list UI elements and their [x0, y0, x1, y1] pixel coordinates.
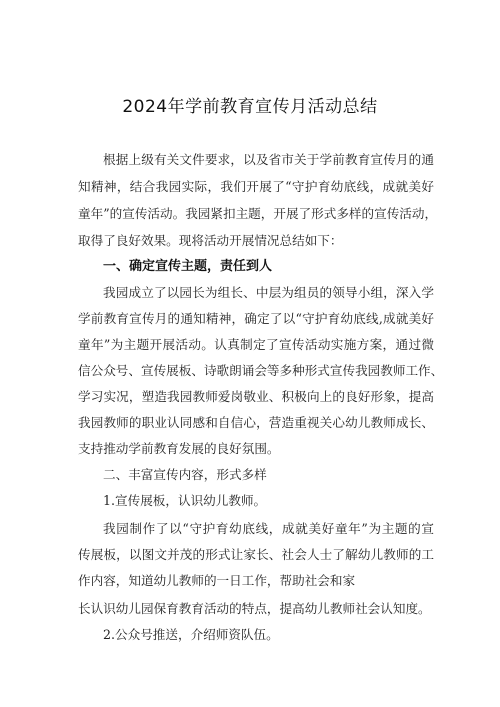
paragraph-line: 长认识幼儿园保育教育活动的特点，提高幼儿教师社会认知度。 — [78, 601, 431, 616]
paragraph-line: 童年”为主题开展活动。认真制定了宣传活动实施方案，通过微 — [78, 337, 434, 352]
paragraph-line: 知精神，结合我园实际，我们开展了“守护育幼底线，成就美好 — [78, 179, 434, 194]
paragraph-line: 作内容，知道幼儿教师的一日工作，帮助社会和家 — [78, 573, 356, 588]
paragraph-line: 取得了良好效果。现将活动开展情况总结如下： — [78, 233, 343, 248]
paragraph-line: 信公众号、宣传展板、诗歌朗诵会等多种形式宣传我园教师工作、 — [78, 363, 444, 378]
paragraph-line: 学前教育宣传月的通知精神，确定了以“守护育幼底线,成就美好 — [78, 311, 434, 326]
subsection-heading-2: 2.公众号推送，介绍师资队伍。 — [103, 627, 279, 642]
section-heading-1: 一、确定宣传主题，责任到人 — [103, 259, 273, 274]
subsection-heading-1: 1.宣传展板，认识幼儿教师。 — [103, 493, 267, 508]
paragraph-line: 传展板，以图文并茂的形式让家长、社会人士了解幼儿教师的工 — [78, 547, 434, 562]
paragraph-line: 我园成立了以园长为组长、中层为组员的领导小组，深入学 — [103, 285, 434, 300]
paragraph-line: 支持推动学前教育发展的良好氛围。 — [78, 441, 280, 456]
section-heading-2: 二、丰富宣传内容，形式多样 — [103, 467, 267, 482]
paragraph-line: 学习实况，塑造我园教师爱岗敬业、积极向上的良好形象，提高 — [78, 389, 434, 404]
document-title: 2024年学前教育宣传月活动总结 — [122, 97, 378, 117]
paragraph-line: 我园教师的职业认同感和自信心，营造重视关心幼儿教师成长、 — [78, 415, 434, 430]
paragraph-line: 童年”的宣传活动。我园紧扣主题，开展了形式多样的宣传活动， — [78, 206, 438, 221]
paragraph-line: 根据上级有关文件要求，以及省市关于学前教育宣传月的通 — [103, 152, 434, 167]
paragraph-line: 我园制作了以“守护育幼底线，成就美好童年”为主题的宣 — [103, 521, 434, 536]
